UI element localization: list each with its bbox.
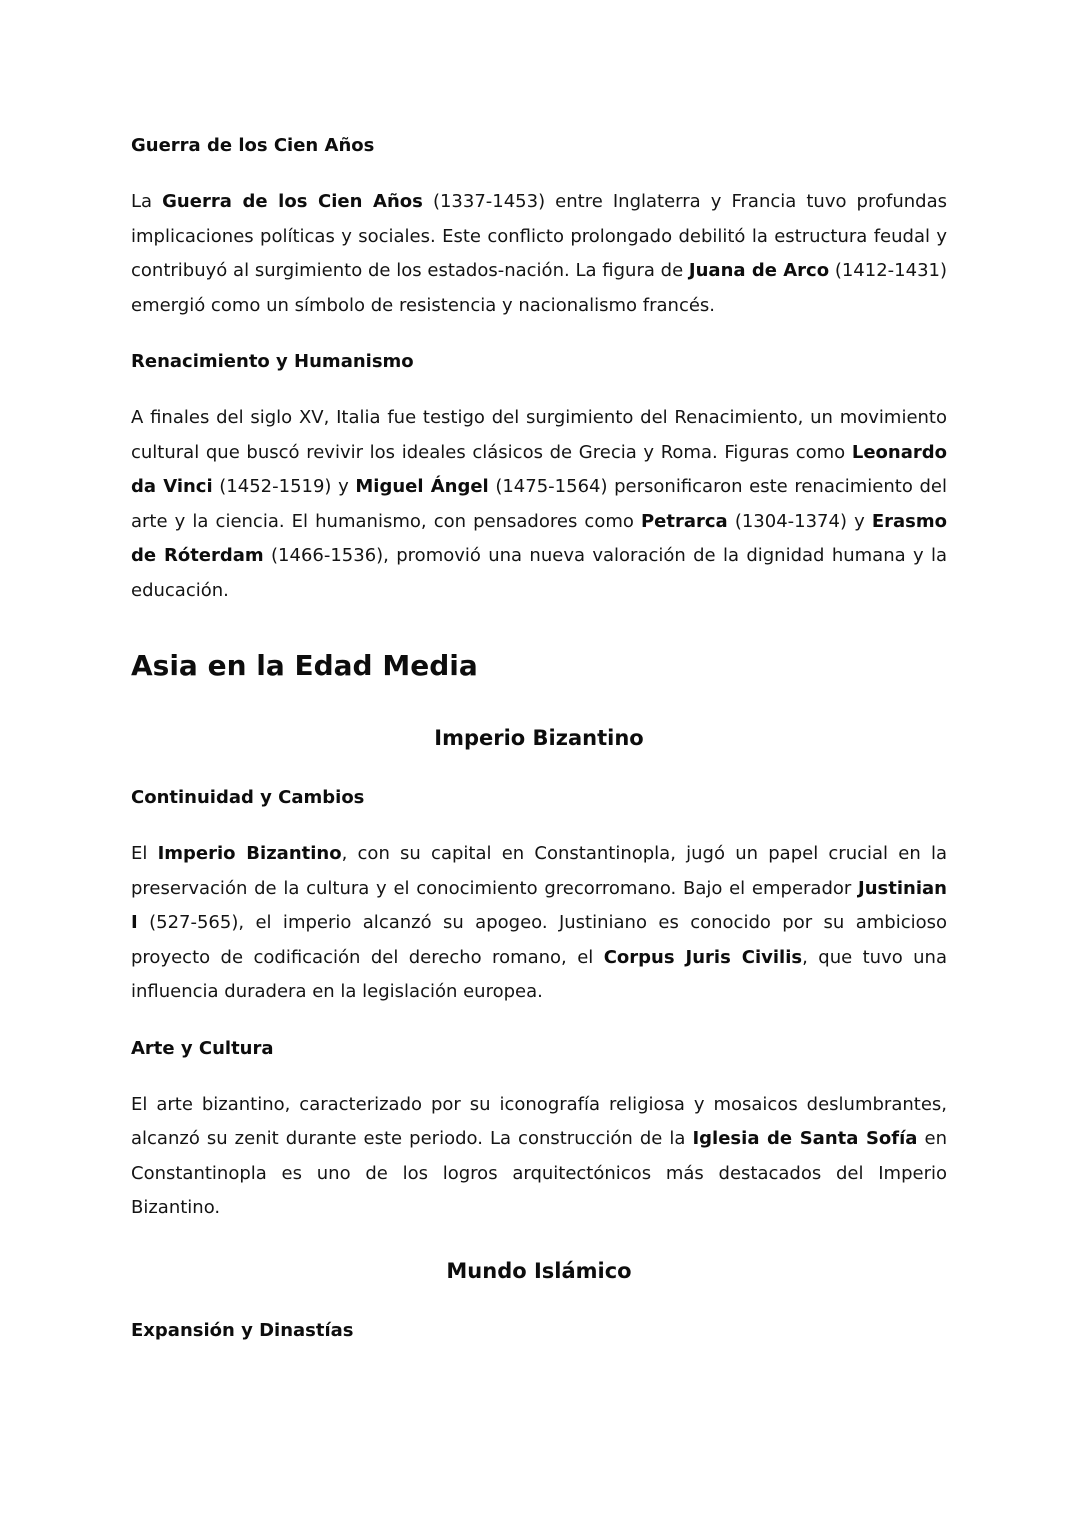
paragraph-text: La [131, 191, 163, 212]
section-heading: Continuidad y Cambios [131, 787, 365, 808]
intro-sections [131, 129, 947, 608]
subsection-continuity [131, 781, 947, 1010]
section-heading: Renacimiento y Humanismo [131, 351, 414, 372]
paragraph-text: (1466-1536), promovió una nueva valoración de la dignidad humana y la educación. [131, 545, 947, 601]
subsection-hundred-years-war [131, 129, 947, 323]
paragraph-text: El arte bizantino, caracterizado por su iconografía religiosa y mosaicos deslumbrantes, alcanzó su zenit durante este periodo. La construcción de la [131, 1093, 947, 1149]
paragraph-text: , con su capital en Constantinopla, jugó un papel crucial en la preservación de la cultura y el conocimiento grecorromano. Bajo el emperador [131, 843, 947, 899]
chapter-title: Asia en la Edad Media [131, 649, 478, 682]
bold-term: Leonardo da Vinci [131, 441, 947, 497]
bold-term: Petrarca [640, 510, 728, 532]
paragraph [131, 185, 947, 323]
section-heading: Expansión y Dinastías [131, 1319, 354, 1341]
section-heading: Guerra de los Cien Años [131, 135, 375, 156]
bold-term: Juana de Arco [688, 260, 830, 281]
paragraph-text: A finales del siglo XV, Italia fue testigo del surgimiento del Renacimiento, un movimiento cultural que buscó revivir los ideales clásicos de Grecia y Roma. Figuras como [131, 407, 947, 463]
paragraph-text: (1452-1519) y [212, 476, 356, 497]
chapter-asia [131, 642, 947, 1348]
paragraph [131, 837, 947, 1010]
paragraph-text: (1337-1453) entre Inglaterra y Francia tuvo profundas implicaciones políticas y sociales. Este conflicto prolongado debilitó la estructura feudal y contribuyó al surgimiento de los estados-nación. La figura de [131, 191, 947, 281]
paragraph-text: (1304-1374) y [727, 510, 872, 532]
subsection-renaissance [131, 345, 947, 608]
paragraph-text: en Constantinopla es uno de los logros arquitectónicos más destacados del Imperio Bizantino. [131, 1128, 947, 1218]
part-title: Mundo Islámico [446, 1258, 632, 1283]
paragraph-text: , que tuvo una influencia duradera en la legislación europea. [131, 946, 947, 1002]
part-islamic-world [131, 1253, 947, 1348]
bold-term: Iglesia de Santa Sofía [692, 1128, 918, 1149]
bold-term: Guerra de los Cien Años [162, 191, 423, 212]
bold-term: Justinian I [131, 877, 947, 933]
bold-term: Corpus Juris Civilis [603, 946, 803, 968]
bold-term: Erasmo de Róterdam [131, 510, 947, 566]
section-heading: Arte y Cultura [131, 1037, 274, 1059]
bold-term: Miguel Ángel [355, 476, 489, 497]
paragraph-text: (527-565), el imperio alcanzó su apogeo. Justiniano es conocido por su ambicioso proyecto de codificación del derecho romano, el [131, 912, 947, 968]
bold-term: Imperio Bizantino [157, 843, 342, 864]
paragraph-text: El [131, 843, 158, 864]
paragraph [131, 401, 947, 608]
subsection-art-culture [131, 1032, 947, 1226]
paragraph-text: (1412-1431) emergió como un símbolo de resistencia y nacionalismo francés. [131, 260, 947, 316]
part-byzantine-empire [131, 720, 947, 1226]
paragraph [131, 1088, 947, 1226]
paragraph-text: (1475-1564) personificaron este renacimiento del arte y la ciencia. El humanismo, con pensadores como [131, 476, 947, 532]
subsection-expansion [131, 1314, 947, 1348]
part-title: Imperio Bizantino [434, 726, 644, 750]
